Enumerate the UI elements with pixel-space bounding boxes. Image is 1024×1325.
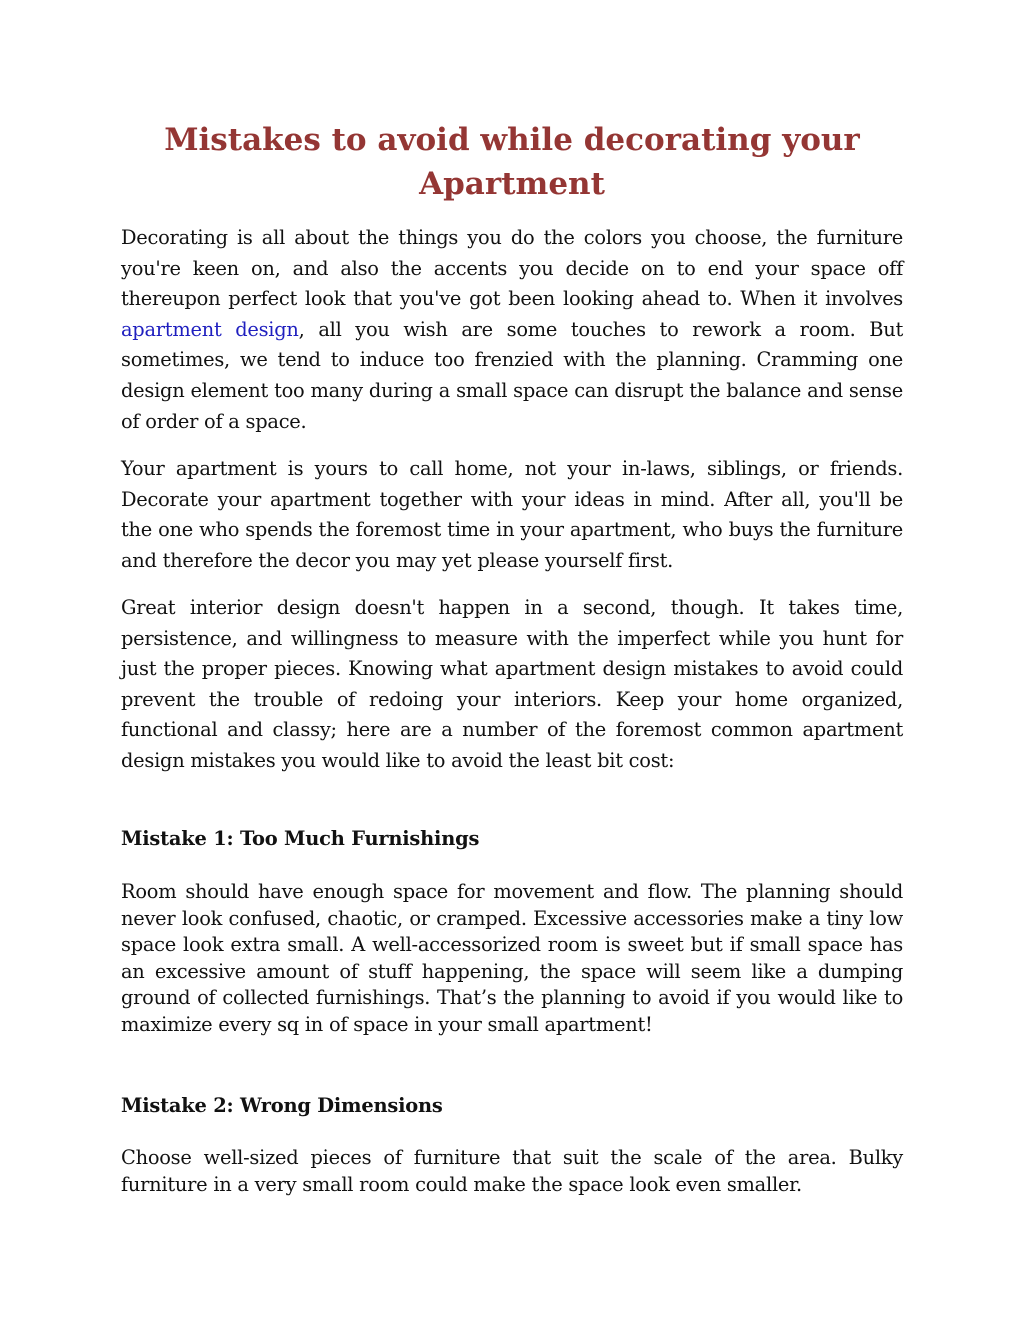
- mistake-1-heading: Mistake 1: Too Much Furnishings: [121, 827, 480, 850]
- intro-text-before-link: Decorating is all about the things you do the colors you choose, the furniture you're keen on, and also the accents you decide on to end your space off thereupon perfect look that you've got been looking ahead to. When it involves: [121, 226, 903, 311]
- apartment-design-link[interactable]: apartment design: [121, 317, 299, 341]
- intro-paragraph: [121, 223, 903, 437]
- paragraph-2: Your apartment is yours to call home, not your in-laws, siblings, or friends. Decorate your apartment together with your ideas in mind. After all, you'll be the one who spends the foremost time in your apartment, who buys the furniture and therefore the decor you may yet please yourself first.: [121, 457, 903, 572]
- paragraph-3: Great interior design doesn't happen in a second, though. It takes time, persistence, and willingness to measure with the imperfect while you hunt for just the proper pieces. Knowing what apartment design mistakes to avoid could prevent the trouble of redoing your interiors. Keep your home organized, functional and classy; here are a number of the foremost common apartment design mistakes you would like to avoid the least bit cost:: [121, 596, 903, 772]
- mistake-1-body: Room should have enough space for movement and flow. The planning should never look confused, chaotic, or cramped. Excessive accessories make a tiny low space look extra small. A well-accessorized room is sweet but if small space has an excessive amount of stuff happening, the space will seem like a dumping ground of collected furnishings. That’s the planning to avoid if you would like to maximize every sq in of space in your small apartment!: [121, 880, 903, 1036]
- mistake-2-heading: Mistake 2: Wrong Dimensions: [121, 1094, 443, 1117]
- page-title: Mistakes to avoid while decorating your Apartment: [164, 122, 860, 202]
- mistake-2-body: Choose well-sized pieces of furniture that suit the scale of the area. Bulky furniture in a very small room could make the space look even smaller.: [121, 1146, 903, 1196]
- intro-text-after-link: , all you wish are some touches to rework a room. But sometimes, we tend to induce too frenzied with the planning. Cramming one design element too many during a small space can disrupt the balance and sense of order of a space.: [121, 317, 903, 433]
